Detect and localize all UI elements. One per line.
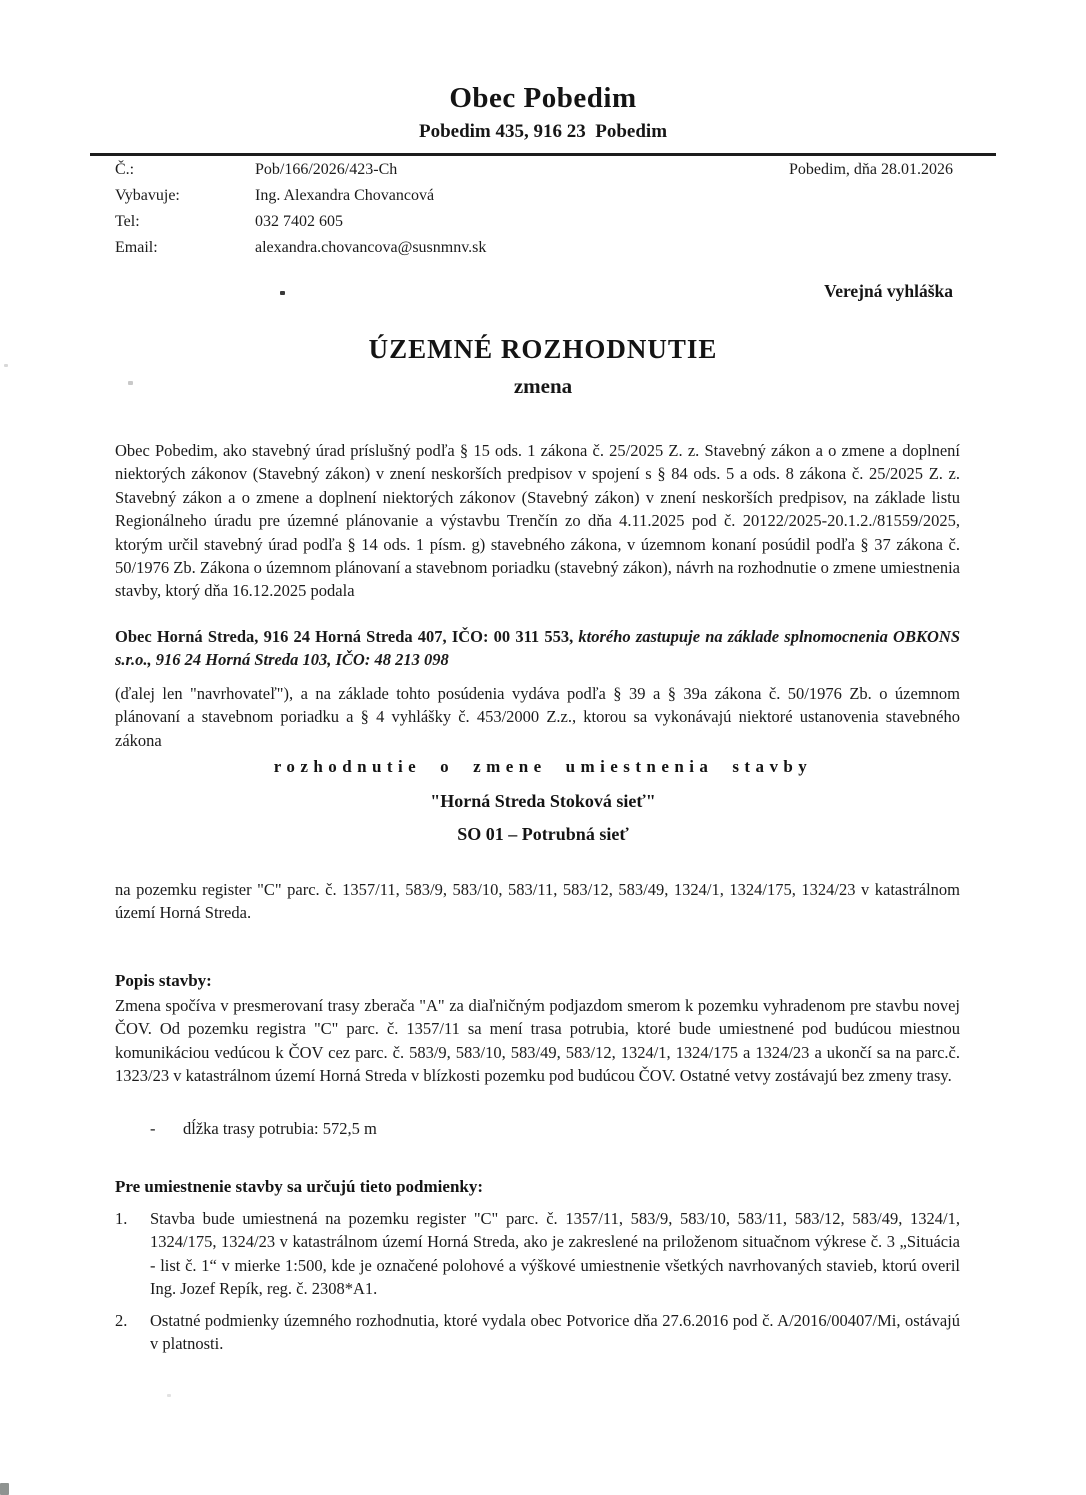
condition-item bbox=[115, 1207, 960, 1301]
legal-basis-paragraph: (ďalej len "navrhovateľ"), a na základe tohto posúdenia vydáva podľa § 39 a § 39a zákona č. 50/1976 Zb. o územnom plánovaní a stavebnom poriadku a § 4 vyhlášky č. 453/2000 Z.z., ktorou sa vykonávajú niektoré ustanovenia stavebného zákona bbox=[115, 684, 960, 750]
applicant-paragraph bbox=[115, 625, 960, 672]
meta-label: Email: bbox=[115, 239, 158, 256]
scan-speck bbox=[0, 1483, 9, 1495]
place-date: Pobedim, dňa 28.01.2026 bbox=[789, 161, 953, 178]
meta-row-email bbox=[115, 239, 960, 265]
scan-speck bbox=[4, 364, 8, 367]
description-heading: Popis stavby: bbox=[115, 971, 212, 990]
applicant-bold: Obec Horná Streda, 916 24 Horná Streda 407, IČO: 00 311 553, bbox=[115, 627, 579, 646]
header-divider bbox=[90, 153, 996, 156]
parcels-paragraph: na pozemku register "C" parc. č. 1357/11, 583/9, 583/10, 583/11, 583/12, 583/49, 1324/1, 1324/175, 1324/23 v katastrálnom území Horná Streda. bbox=[115, 880, 960, 923]
meta-value: Ing. Alexandra Chovancová bbox=[255, 187, 435, 204]
meta-label: Vybavuje: bbox=[115, 187, 180, 204]
meta-row-handler bbox=[115, 187, 960, 213]
intro-paragraph: Obec Pobedim, ako stavebný úrad príslušný podľa § 15 ods. 1 zákona č. 25/2025 Z. z. Stavebný zákon a o zmene a doplnení niektorých zákonov (Stavebný zákon) v znení neskorších predpisov v spojení s § 84 ods. 5 a ods. 8 zákona č. 25/2025 Z. z. Stavebný zákon a o zmene a doplnení niektorých zákonov (Stavebný zákon) v znení neskorších predpisov, na základe listu Regionálneho úradu pre územné plánovanie a výstavbu Trenčín zo dňa 4.11.2025 pod č. 20122/2025-20.1.2./81559/2025, ktorým určil stavebný úrad podľa § 14 ods. 1 písm. g) stavebného zákona, v územnom konaní posúdil podľa § 37 zákona č. 50/1976 Zb. Zákona o územnom plánovaní a stavebnom poriadku (stavebný zákon), návrh na rozhodnutie o zmene umiestnenia stavby, ktorý dňa 16.12.2025 podala bbox=[115, 441, 960, 601]
public-notice-label: Verejná vyhláška bbox=[824, 281, 953, 301]
meta-row-number bbox=[115, 161, 960, 187]
decision-heading: rozhodnutie o zmene umiestnenia stavby bbox=[273, 757, 813, 776]
meta-value: alexandra.chovancova@susnmnv.sk bbox=[255, 239, 487, 256]
meta-label: Č.: bbox=[115, 161, 135, 178]
project-name: "Horná Streda Stoková sieť" bbox=[430, 791, 656, 811]
scan-speck bbox=[280, 291, 285, 295]
pipeline-length-bullet bbox=[150, 1117, 960, 1140]
bullet-text: dĺžka trasy potrubia: 572,5 m bbox=[183, 1119, 377, 1138]
meta-value: 032 7402 605 bbox=[255, 213, 343, 230]
conditions-heading: Pre umiestnenie stavby sa určujú tieto podmienky: bbox=[115, 1177, 484, 1196]
description-paragraph: Zmena spočíva v presmerovaní trasy zberača "A" za diaľničným podjazdom smerom k pozemku vyhradenom pre stavbu novej ČOV. Od pozemku registra "C" parc. č. 1357/11 sa mení trasa potrubia, ktoré bude umiestnené pod budúcou miestnou komunikáciou vedúcou k ČOV cez parc. č. 583/9, 583/10, 583/49, 583/12, 1324/1, 1324/175 a 1324/23 a ukončí sa na parc.č. 1323/23 v katastrálnom území Horná Streda v blízkosti pozemku pod budúcou ČOV. Ostatné vetvy zostávajú bez zmeny trasy. bbox=[115, 996, 960, 1086]
org-name: Obec Pobedim bbox=[449, 82, 637, 114]
applicant-representative: ktorého zastupuje na základe splnomocnenia OBKONS s.r.o., 916 24 Horná Streda 103, IČO: 48 213 098 bbox=[115, 627, 960, 670]
condition-number: 1. bbox=[115, 1209, 128, 1228]
condition-item bbox=[115, 1309, 960, 1356]
condition-text: Stavba bude umiestnená na pozemku register "C" parc. č. 1357/11, 583/9, 583/10, 583/11, 583/12, 583/49, 1324/1, 1324/175, 1324/23 v katastrálnom území Horná Streda, ako je zakreslené na priloženom situačnom výkrese č. 3 „Situácia - list č. 1“ v mierke 1:500, kde je označené polohové a výškové umiestnenie všetkých navrhovaných stavieb, ktorú overil Ing. Jozef Repík, reg. č. 2308*A1. bbox=[150, 1209, 960, 1299]
meta-value: Pob/166/2026/423-Ch bbox=[255, 161, 398, 178]
meta-label: Tel: bbox=[115, 213, 140, 230]
document-title: ÚZEMNÉ ROZHODNUTIE bbox=[368, 334, 718, 364]
scan-speck bbox=[167, 1394, 171, 1397]
scan-speck bbox=[128, 381, 133, 385]
org-address: Pobedim 435, 916 23 Pobedim bbox=[418, 121, 668, 142]
bullet-dash: - bbox=[150, 1119, 156, 1138]
document-subtitle: zmena bbox=[513, 374, 573, 398]
object-name: SO 01 – Potrubná sieť bbox=[457, 824, 629, 844]
condition-number: 2. bbox=[115, 1311, 128, 1330]
condition-text: Ostatné podmienky územného rozhodnutia, ktoré vydala obec Potvorice dňa 27.6.2016 pod č. A/2016/00407/Mi, ostávajú v platnosti. bbox=[150, 1311, 960, 1354]
meta-row-phone bbox=[115, 213, 960, 239]
